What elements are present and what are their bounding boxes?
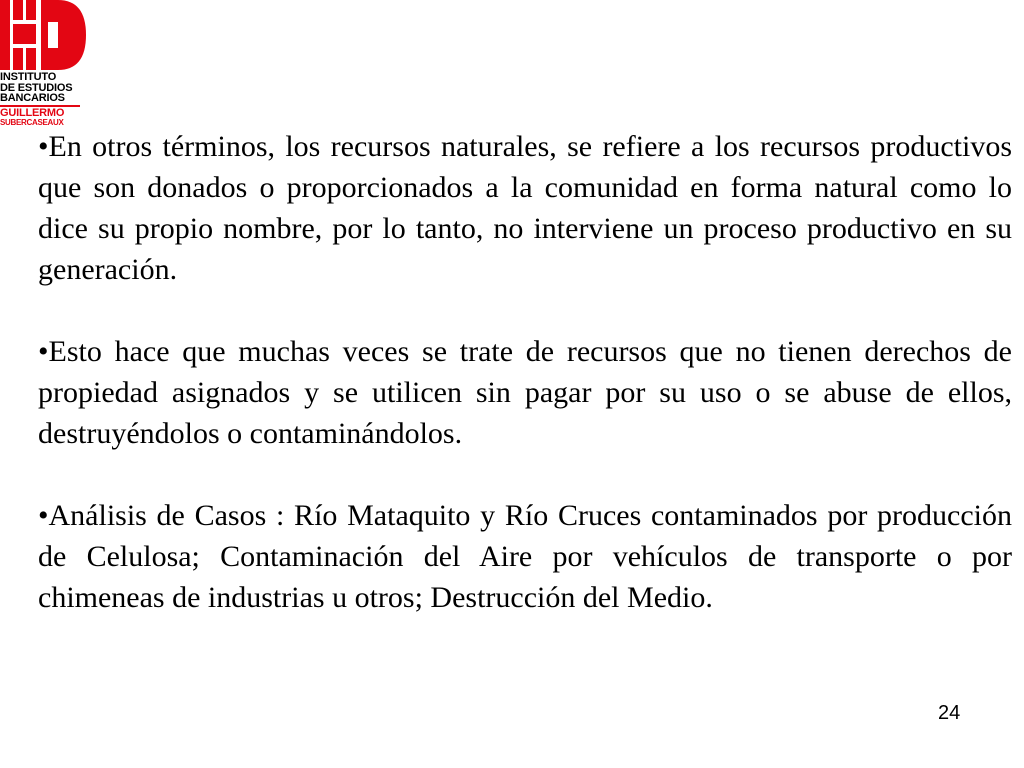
ieb-logo-mark-icon xyxy=(0,0,90,72)
bullet-paragraph-2: •Esto hace que muchas veces se trate de recursos que no tienen derechos de propiedad asignados y se utilicen sin pagar por su uso o se abuse de ellos, destruyéndolos o contaminándolos. xyxy=(38,335,1012,450)
logo-name-line: GUILLERMO xyxy=(0,106,65,119)
logo-surname-line: SUBERCASEAUX xyxy=(0,118,64,127)
logo-line-1: INSTITUTO xyxy=(0,71,57,83)
bullet-paragraph-1: •En otros términos, los recursos naturales, se refiere a los recursos productivos que son donados o proporcionados a la comunidad en forma natural como lo dice su propio nombre, por lo tanto, no interviene un proceso productivo en su generación. xyxy=(38,130,1012,286)
institution-logo xyxy=(0,0,90,130)
slide-body xyxy=(38,126,1012,659)
page-number: 24 xyxy=(938,702,961,724)
logo-line-2: DE ESTUDIOS xyxy=(0,81,73,94)
bullet-paragraph-3: •Análisis de Casos : Río Mataquito y Río Cruces contaminados por producción de Celulosa; Contaminación del Aire por vehículos de transporte o por chimeneas de industrias u otros; Destrucción del Medio. xyxy=(38,499,1012,614)
logo-text-block xyxy=(0,72,90,128)
logo-line-3: BANCARIOS xyxy=(0,92,65,104)
